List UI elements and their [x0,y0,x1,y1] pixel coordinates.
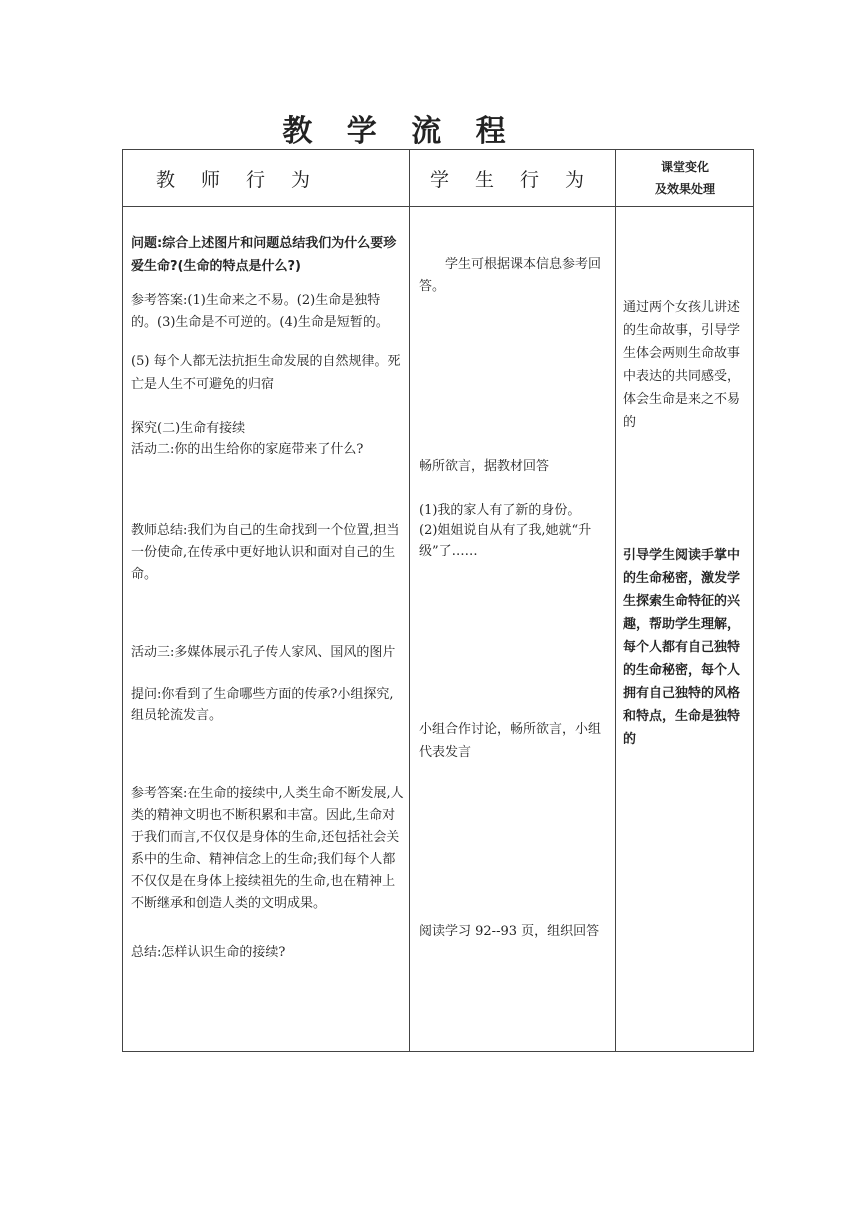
student-response-3b: (2)姐姐说自从有了我,她就“升级”了…… [419,523,592,559]
teacher-ask: 提问:你看到了生命哪些方面的传承?小组探究,组员轮流发言。 [131,687,394,723]
lesson-flow-table [122,149,754,1052]
student-response-1: 学生可根据课本信息参考回答。 [419,257,602,294]
header-effect [615,150,755,206]
teacher-explore-heading: 探究(二)生命有接续 [131,421,246,436]
effect-note-2: 引导学生阅读手掌中的生命秘密，激发学生探索生命特征的兴趣，帮助学生理解，每个人都有自己独特的生命秘密，每个人拥有自己独特的风格和特点，生命是独特的 [623,548,741,747]
header-student: 学 生 行 为 [429,168,595,191]
header-effect-line2: 及效果处理 [654,182,715,196]
student-response-4: 小组合作讨论，畅所欲言，小组代表发言 [419,722,602,760]
student-response-3a: (1)我的家人有了新的身份。 [419,503,581,518]
teacher-summary-1: 教师总结:我们为自己的生命找到一个位置,担当一份使命,在传承中更好地认识和面对自己的生命。 [131,523,400,582]
teacher-activity-3: 活动三:多媒体展示孔子传人家风、国风的图片 [131,645,396,660]
teacher-summary-2: 总结:怎样认识生命的接续? [131,945,286,960]
teacher-activity-2: 活动二:你的出生给你的家庭带来了什么? [131,442,364,457]
column-divider [615,150,616,1051]
teacher-answer-2: 参考答案:在生命的接续中,人类生命不断发展,人类的精神文明也不断积累和丰富。因此,生命对于我们而言,不仅仅是身体的生命,还包括社会关系中的生命、精神信念上的生命;我们每个人都不仅仅是在身体上接续祖先的生命,也在精神上不断继承和创造人类的文明成果。 [131,786,404,911]
effect-note-1: 通过两个女孩儿讲述的生命故事，引导学生体会两则生命故事中表达的共同感受，体会生命是来之不易的 [623,300,741,430]
teacher-question: 问题:综合上述图片和问题总结我们为什么要珍爱生命?(生命的特点是什么?) [131,236,397,274]
teacher-answer-1-point-5: (5) 每个人都无法抗拒生命发展的自然规律。死亡是人生不可避免的归宿 [131,354,401,392]
header-divider [123,206,753,207]
teacher-answer-1: 参考答案:(1)生命来之不易。(2)生命是独特的。(3)生命是不可逆的。(4)生命是短暂的。 [131,293,389,330]
header-effect-line1: 课堂变化 [660,160,709,174]
page-title: 教 学 流 程 [282,114,518,149]
header-teacher: 教 师 行 为 [155,168,321,191]
student-response-2: 畅所欲言，据教材回答 [419,459,550,474]
student-response-5: 阅读学习 92--93 页，组织回答 [419,924,600,939]
column-divider [409,150,410,1051]
